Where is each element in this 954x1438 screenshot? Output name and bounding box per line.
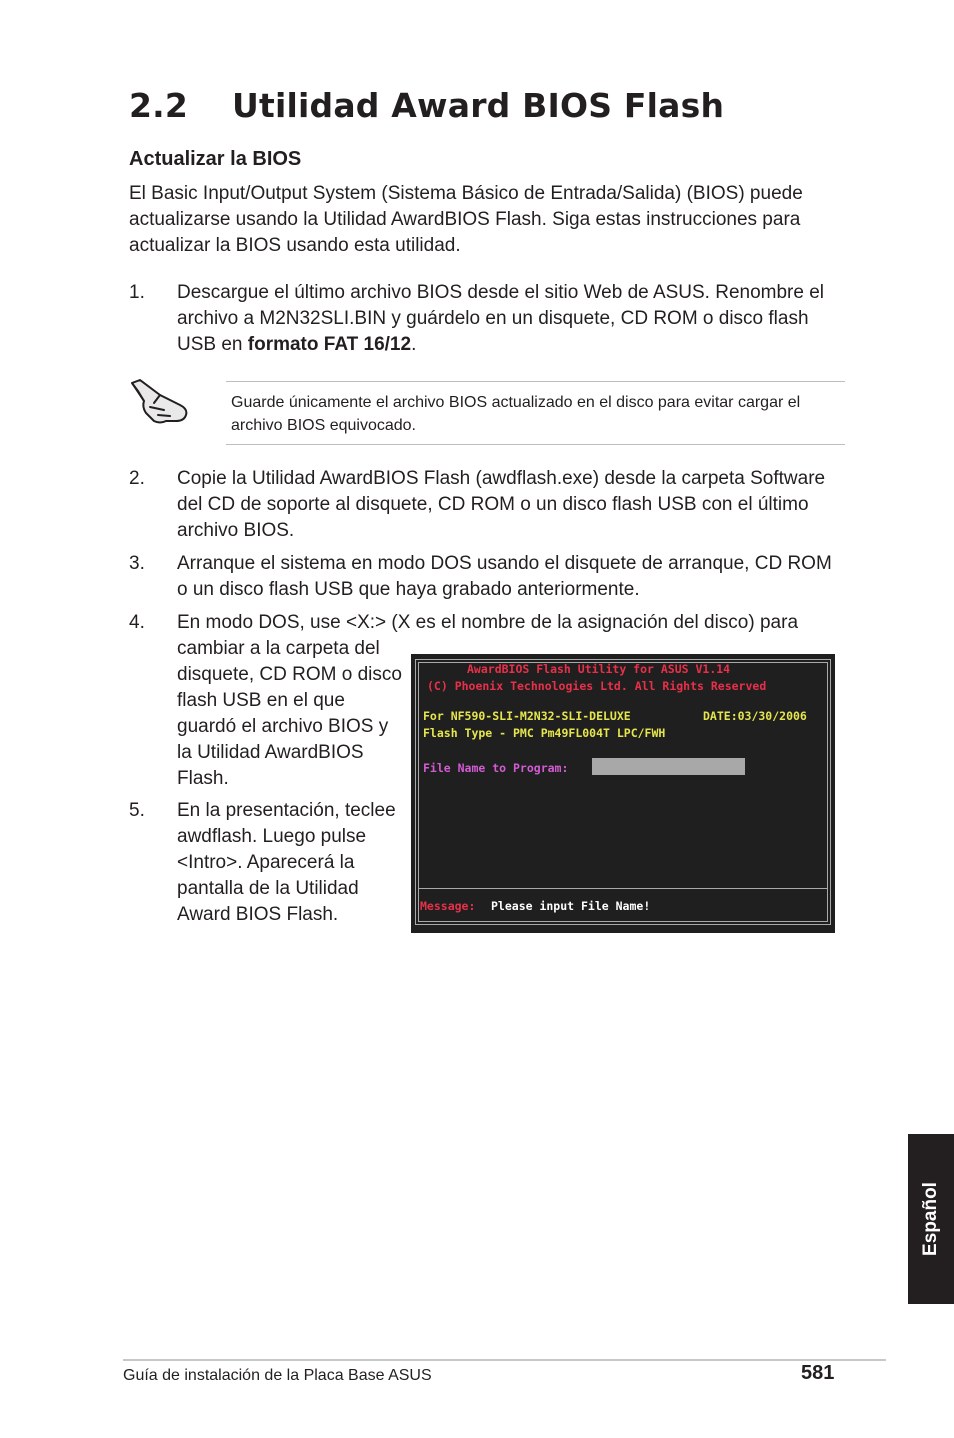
step-5-text: En la presentación, teclee awdflash. Luego pulse <Intro>. Aparecerá la pantalla de la Utilidad Award BIOS Flash. xyxy=(177,800,396,925)
step-2-number: 2. xyxy=(129,468,145,489)
step-1-bold: formato FAT 16/12 xyxy=(247,334,412,355)
bios-header-copyright: (C) Phoenix Technologies Ltd. All Rights Reserved xyxy=(427,679,767,693)
step-1-text-main: Descargue el último archivo BIOS desde el sitio Web de ASUS. Renombre el archivo a M2N32SLI.BIN y guárdelo en un disquete, CD ROM o disco flash USB en xyxy=(177,282,825,355)
bios-flash-screen xyxy=(411,654,835,933)
step-1-number: 1. xyxy=(129,282,145,303)
bios-file-prompt: File Name to Program: xyxy=(423,761,569,775)
bios-inner-frame xyxy=(418,662,828,922)
pointing-hand-icon xyxy=(130,377,192,427)
bios-message-divider xyxy=(418,888,828,889)
language-tab-label: Español xyxy=(920,1182,941,1256)
language-side-tab xyxy=(908,1134,954,1304)
step-1-text xyxy=(177,280,849,358)
bios-board-model: For NF590-SLI-M2N32-SLI-DELUXE xyxy=(423,709,631,723)
bios-flash-type: Flash Type - PMC Pm49FL004T LPC/FWH xyxy=(423,726,666,740)
step-4-number: 4. xyxy=(129,612,145,633)
intro-paragraph: El Basic Input/Output System (Sistema Básico de Entrada/Salida) (BIOS) puede actualizarse usando la Utilidad AwardBIOS Flash. Siga estas instrucciones para actualizar la BIOS usando esta utilidad. xyxy=(129,183,803,256)
step-4-text-rest: cambiar a la carpeta del disquete, CD ROM o disco flash USB en el que guardó el archivo BIOS y la Utilidad AwardBIOS Flash. xyxy=(177,638,402,789)
note-text: Guarde únicamente el archivo BIOS actualizado en el disco para evitar cargar el archivo BIOS equivocado. xyxy=(231,394,801,434)
step-1-text-end: . xyxy=(411,334,417,355)
section-title-text: Utilidad Award BIOS Flash xyxy=(232,86,725,125)
section-title xyxy=(129,86,724,125)
bios-date: DATE:03/30/2006 xyxy=(703,709,807,723)
footer-divider xyxy=(123,1359,886,1361)
subheading: Actualizar la BIOS xyxy=(129,148,302,170)
step-5-number: 5. xyxy=(129,800,145,821)
bios-message-text: Please input File Name! xyxy=(491,899,651,913)
step-3-text: Arranque el sistema en modo DOS usando el disquete de arranque, CD ROM o un disco flash USB que haya grabado anteriormente. xyxy=(177,553,832,600)
step-4-text-line1: En modo DOS, use <X:> (X es el nombre de la asignación del disco) para xyxy=(177,612,799,633)
bios-filename-input[interactable] xyxy=(592,758,745,775)
section-number: 2.2 xyxy=(129,86,189,125)
bios-header-title: AwardBIOS Flash Utility for ASUS V1.14 xyxy=(467,662,731,676)
step-3-number: 3. xyxy=(129,553,145,574)
step-2-text: Copie la Utilidad AwardBIOS Flash (awdflash.exe) desde la carpeta Software del CD de soporte al disquete, CD ROM o un disco flash USB con el último archivo BIOS. xyxy=(177,468,826,541)
note-divider-top xyxy=(226,381,845,382)
footer-text: Guía de instalación de la Placa Base ASUS xyxy=(123,1367,432,1384)
bios-message-label: Message: xyxy=(420,899,476,913)
note-divider-bottom xyxy=(226,444,845,445)
page-number: 581 xyxy=(801,1362,835,1384)
